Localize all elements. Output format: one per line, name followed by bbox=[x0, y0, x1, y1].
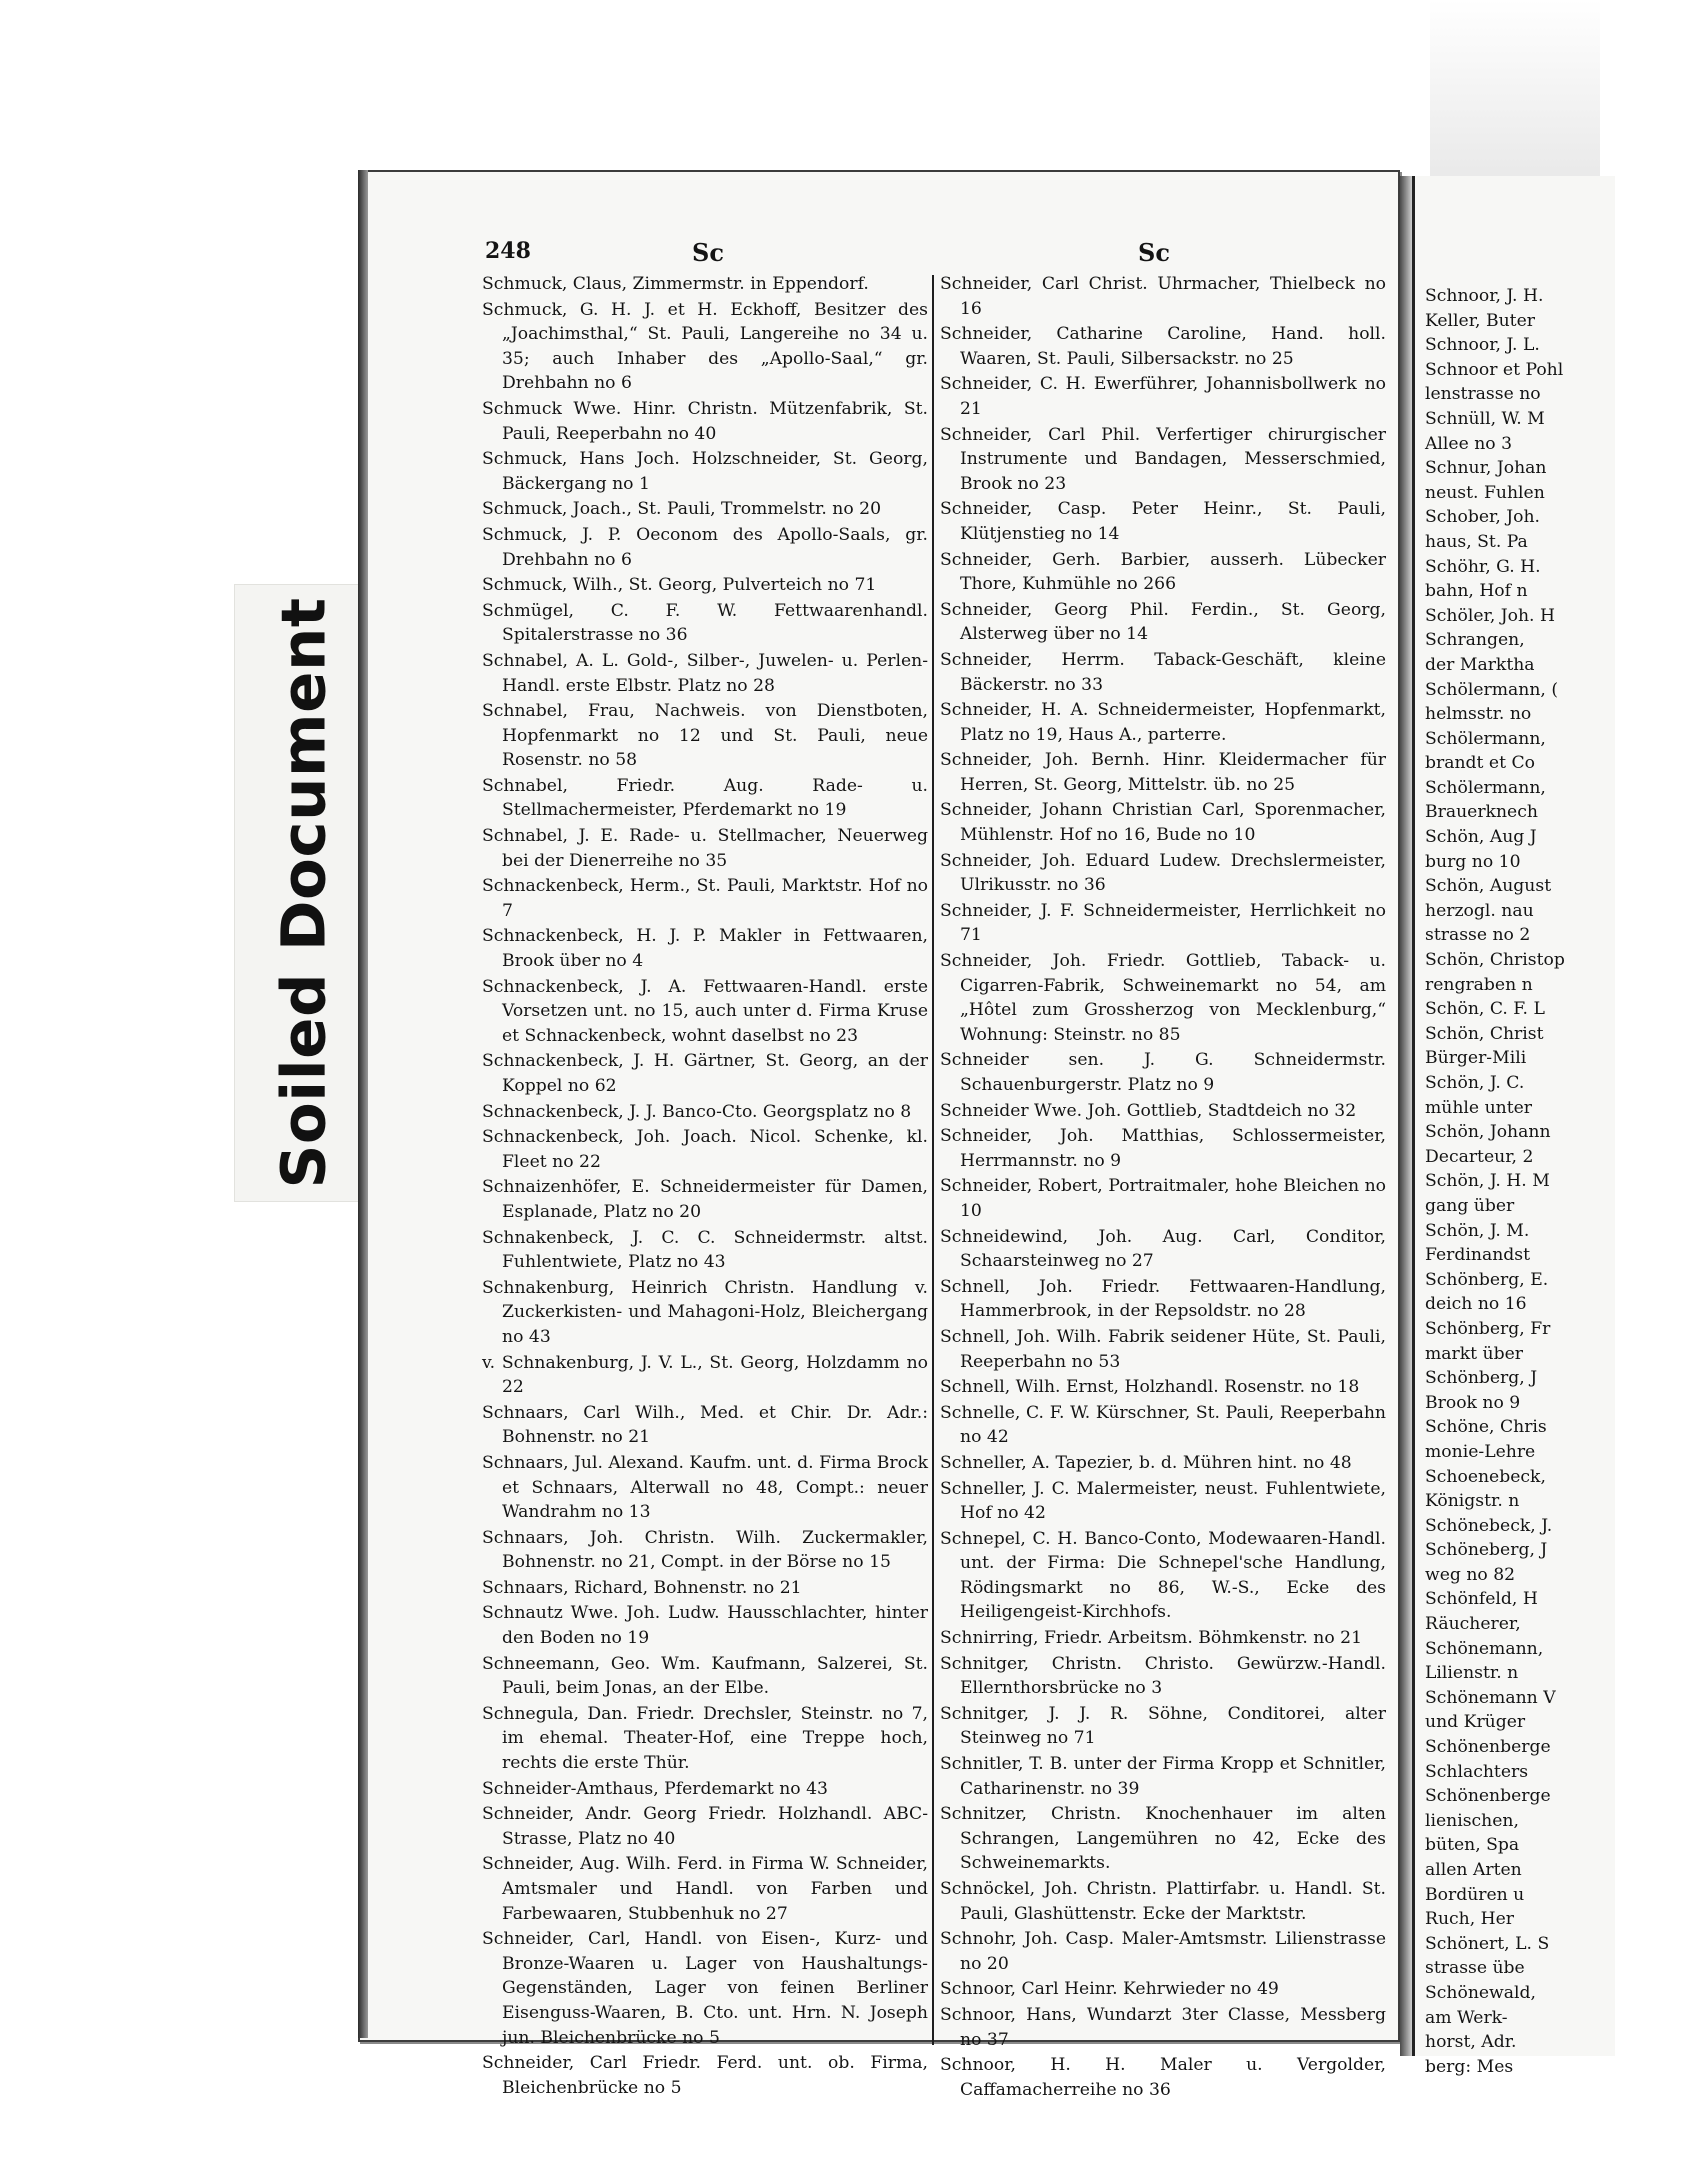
neighbor-entry-fragment: Schoenebeck, bbox=[1425, 1466, 1546, 1487]
directory-entry: Schnoor, Carl Heinr. Kehrwieder no 49 bbox=[940, 1979, 1279, 2000]
neighbor-entry-fragment: Schölermann, ( bbox=[1425, 679, 1559, 700]
neighbor-entry-fragment: gang über bbox=[1425, 1195, 1515, 1216]
directory-entry: Schnöckel, Joh. Christn. Plattirfabr. u. Handl. St. Pauli, Glashüttenstr. Ecke der Marktstr. bbox=[940, 1879, 1386, 1924]
page-number: 248 bbox=[485, 238, 531, 264]
directory-entry: Schnelle, C. F. W. Kürschner, St. Pauli, Reeperbahn no 42 bbox=[940, 1402, 1386, 1448]
directory-entry: Schnoor, H. H. Maler u. Vergolder, Caffamacherreihe no 36 bbox=[940, 2055, 1386, 2100]
directory-entry: Schmuck, Joach., St. Pauli, Trommelstr. no 20 bbox=[482, 499, 882, 520]
directory-entry: Schnaars, Richard, Bohnenstr. no 21 bbox=[482, 1577, 802, 1598]
directory-entry: Schmuck, Wilh., St. Georg, Pulverteich no 71 bbox=[482, 575, 877, 596]
directory-entry: Schnell, Joh. Wilh. Fabrik seidener Hüte, St. Pauli, Reeperbahn no 53 bbox=[940, 1326, 1386, 1372]
neighbor-entry-fragment: Schöhr, G. H. bbox=[1425, 556, 1541, 577]
neighbor-entry-fragment: berg: Mes bbox=[1425, 2056, 1514, 2077]
directory-entry: Schneider, H. A. Schneidermeister, Hopfenmarkt, Platz no 19, Haus A., parterre. bbox=[940, 700, 1386, 745]
neighbor-page bbox=[1412, 176, 1615, 2077]
neighbor-entry-fragment: strasse übe bbox=[1425, 1958, 1525, 1979]
neighbor-entry-fragment: Bürger-Mili bbox=[1425, 1048, 1527, 1069]
directory-entry: Schmügel, C. F. W. Fettwaarenhandl. Spitalerstrasse no 36 bbox=[482, 600, 928, 646]
directory-entry: Schnackenbeck, J. H. Gärtner, St. Georg, an der Koppel no 62 bbox=[482, 1051, 928, 1096]
directory-entry: Schneider, Georg Phil. Ferdin., St. Georg, Alsterweg über no 14 bbox=[940, 599, 1386, 645]
neighbor-entry-fragment: Schnoor, J. H. bbox=[1425, 286, 1544, 306]
neighbor-entry-fragment: Schnur, Johan bbox=[1425, 458, 1547, 479]
tag-label: Soiled Document bbox=[268, 597, 340, 1189]
directory-entry: Schnitzer, Christn. Knochenhauer im alten Schrangen, Langemühren no 42, Ecke des Schweinemarkts. bbox=[940, 1804, 1386, 1874]
neighbor-entry-fragment: Schön, August bbox=[1425, 876, 1552, 897]
directory-entry: Schnabel, Frau, Nachweis. von Dienstboten, Hopfenmarkt no 12 und St. Pauli, neue Rosenstr. no 58 bbox=[482, 701, 928, 771]
directory-entry: Schmuck, Hans Joch. Holzschneider, St. Georg, Bäckergang no 1 bbox=[482, 449, 928, 494]
directory-entry: Schneider Wwe. Joh. Gottlieb, Stadtdeich no 32 bbox=[940, 1100, 1357, 1121]
neighbor-entry-fragment: Schönewald, bbox=[1425, 1982, 1536, 2003]
directory-entry: Schnabel, Friedr. Aug. Rade- u. Stellmachermeister, Pferdemarkt no 19 bbox=[482, 775, 928, 821]
neighbor-entry-fragment: neust. Fuhlen bbox=[1425, 482, 1545, 503]
directory-entry: Schnakenburg, Heinrich Christn. Handlung v. Zuckerkisten- und Mahagoni-Holz, Bleichergang no 43 bbox=[482, 1277, 928, 1347]
soiled-document-tag bbox=[234, 584, 374, 1202]
neighbor-entry-fragment: Schlachters bbox=[1425, 1761, 1529, 1782]
right-column bbox=[940, 272, 1386, 2103]
directory-entry: Schnaars, Jul. Alexand. Kaufm. unt. d. Firma Brock et Schnaars, Alterwall no 48, Compt.: neuer Wandrahm no 13 bbox=[482, 1452, 928, 1523]
directory-entry: Schnepel, C. H. Banco-Conto, Modewaaren-Handl. unt. der Firma: Die Schnepel'sche Handlung, Rödingsmarkt no 86, W.-S., Ecke des Heiligengeist-Kirchhofs. bbox=[940, 1528, 1386, 1623]
neighbor-entry-fragment: strasse no 2 bbox=[1425, 925, 1531, 946]
neighbor-entry-fragment: monie-Lehre bbox=[1425, 1441, 1536, 1462]
directory-entry: Schneider-Amthaus, Pferdemarkt no 43 bbox=[482, 1778, 828, 1799]
neighbor-entry-fragment: allen Arten bbox=[1425, 1860, 1522, 1880]
directory-entry: Schneider, Carl Phil. Verfertiger chirurgischer Instrumente und Bandagen, Messerschmied, Brook no 23 bbox=[940, 424, 1386, 494]
column-divider bbox=[932, 275, 934, 2045]
directory-entry: Schneider, Aug. Wilh. Ferd. in Firma W. Schneider, Amtsmaler und Handl. von Farben und Farbewaaren, Stubbenhuk no 27 bbox=[482, 1854, 928, 1924]
directory-entry: Schnirring, Friedr. Arbeitsm. Böhmkenstr. no 21 bbox=[940, 1628, 1363, 1649]
neighbor-entry-fragment: brandt et Co bbox=[1425, 753, 1535, 774]
neighbor-entry-fragment: Räucherer, bbox=[1425, 1614, 1521, 1635]
neighbor-entry-fragment: horst, Adr. bbox=[1425, 2032, 1517, 2053]
neighbor-entry-fragment: deich no 16 bbox=[1425, 1294, 1527, 1315]
neighbor-entry-fragment: Schnoor et Pohl bbox=[1425, 359, 1564, 380]
page-spine-edge bbox=[358, 170, 368, 2038]
neighbor-entry-fragment: Schrangen, bbox=[1425, 630, 1525, 651]
directory-entry: Schnackenbeck, Joh. Joach. Nicol. Schenke, kl. Fleet no 22 bbox=[482, 1127, 928, 1172]
directory-entry: Schnoor, Hans, Wundarzt 3ter Classe, Messberg no 37 bbox=[940, 2004, 1386, 2050]
directory-entry: Schnaars, Joh. Christn. Wilh. Zuckermakler, Bohnenstr. no 21, Compt. in der Börse no 15 bbox=[482, 1527, 928, 1573]
directory-entry: Schneider, Joh. Friedr. Gottlieb, Taback- u. Cigarren-Fabrik, Schweinemarkt no 54, am „Hôtel zum Grossherzog von Mecklenburg,“ Wohnung: Steinstr. no 85 bbox=[940, 951, 1386, 1045]
neighbor-entry-fragment: weg no 82 bbox=[1425, 1564, 1516, 1585]
directory-entry: Schnakenbeck, J. C. C. Schneidermstr. altst. Fuhlentwiete, Platz no 43 bbox=[482, 1227, 928, 1273]
neighbor-entry-fragment: Lilienstr. n bbox=[1425, 1663, 1519, 1684]
neighbor-column bbox=[1425, 284, 1685, 2079]
neighbor-entry-fragment: Schnüll, W. M bbox=[1425, 408, 1545, 429]
directory-entry: Schnackenbeck, H. J. P. Makler in Fettwaaren, Brook über no 4 bbox=[482, 926, 928, 972]
directory-entry: Schmuck Wwe. Hinr. Christn. Mützenfabrik, St. Pauli, Reeperbahn no 40 bbox=[482, 398, 928, 444]
directory-entry: Schnitler, T. B. unter der Firma Kropp et Schnitler, Catharinenstr. no 39 bbox=[940, 1754, 1386, 1799]
neighbor-entry-fragment: Schönberg, J bbox=[1425, 1368, 1538, 1389]
directory-entry: Schneider, Gerh. Barbier, ausserh. Lübecker Thore, Kuhmühle no 266 bbox=[940, 549, 1386, 595]
directory-entry: Schnautz Wwe. Joh. Ludw. Hausschlachter, hinter den Boden no 19 bbox=[482, 1603, 928, 1649]
directory-entry: Schneider, Joh. Matthias, Schlossermeister, Herrmannstr. no 9 bbox=[940, 1126, 1386, 1171]
scan-shadow bbox=[1430, 0, 1600, 180]
directory-entry: Schnohr, Joh. Casp. Maler-Amtsmstr. Lilienstrasse no 20 bbox=[940, 1929, 1386, 1974]
directory-entry: Schneider, Carl Christ. Uhrmacher, Thielbeck no 16 bbox=[940, 274, 1386, 319]
directory-entry: Schnitger, Christn. Christo. Gewürzw.-Handl. Ellernthorsbrücke no 3 bbox=[940, 1653, 1386, 1699]
directory-entry: Schnaars, Carl Wilh., Med. et Chir. Dr. Adr.: Bohnenstr. no 21 bbox=[482, 1402, 928, 1448]
neighbor-entry-fragment: lienischen, bbox=[1425, 1810, 1519, 1831]
neighbor-entry-fragment: Schönebeck, J. bbox=[1425, 1515, 1553, 1536]
neighbor-entry-fragment: Brook no 9 bbox=[1425, 1392, 1521, 1413]
directory-entry: Schneider, Joh. Bernh. Hinr. Kleidermacher für Herren, St. Georg, Mittelstr. üb. no 25 bbox=[940, 750, 1386, 795]
neighbor-entry-fragment: Schober, Joh. bbox=[1425, 507, 1541, 528]
neighbor-entry-fragment: Schölermann, bbox=[1425, 777, 1546, 798]
neighbor-entry-fragment: Schön, Aug J bbox=[1425, 827, 1537, 848]
directory-entry: Schnackenbeck, Herm., St. Pauli, Marktstr. Hof no 7 bbox=[482, 876, 928, 921]
neighbor-entry-fragment: und Krüger bbox=[1425, 1712, 1526, 1733]
directory-entry: Schnabel, J. E. Rade- u. Stellmacher, Neuerweg bei der Dienerreihe no 35 bbox=[482, 826, 928, 871]
directory-entry: Schneider, Johann Christian Carl, Sporenmacher, Mühlenstr. Hof no 16, Bude no 10 bbox=[940, 800, 1386, 846]
directory-entry: Schnabel, A. L. Gold-, Silber-, Juwelen- u. Perlen-Handl. erste Elbstr. Platz no 28 bbox=[482, 650, 928, 696]
neighbor-entry-fragment: Brauerknech bbox=[1425, 802, 1538, 823]
directory-entry: Schneller, A. Tapezier, b. d. Mühren hint. no 48 bbox=[940, 1452, 1352, 1473]
neighbor-entry-fragment: Schön, Christop bbox=[1425, 950, 1565, 971]
directory-entry: Schnegula, Dan. Friedr. Drechsler, Steinstr. no 7, im ehemal. Theater-Hof, eine Treppe hoch, rechts die erste Thür. bbox=[482, 1703, 928, 1774]
neighbor-entry-fragment: rengraben n bbox=[1425, 974, 1533, 995]
neighbor-entry-fragment: Schön, Johann bbox=[1425, 1122, 1551, 1143]
neighbor-entry-fragment: mühle unter bbox=[1425, 1097, 1533, 1118]
directory-entry: Schneider, Casp. Peter Heinr., St. Pauli, Klütjenstieg no 14 bbox=[940, 499, 1386, 544]
neighbor-entry-fragment: Schönemann, bbox=[1425, 1638, 1544, 1659]
neighbor-entry-fragment: Schönberg, E. bbox=[1425, 1269, 1549, 1290]
neighbor-entry-fragment: Schönfeld, H bbox=[1425, 1589, 1538, 1610]
neighbor-entry-fragment: Keller, Buter bbox=[1425, 310, 1535, 331]
neighbor-entry-fragment: Schöne, Chris bbox=[1425, 1417, 1547, 1438]
neighbor-entry-fragment: Schön, J. C. bbox=[1425, 1073, 1525, 1093]
directory-entry: Schneider, Carl, Handl. von Eisen-, Kurz- und Bronze-Waaren u. Lager von Haushaltungs-Gegenständen, Lager von feinen Berliner Eisenguss-Waaren, B. Cto. unt. Hrn. N. Joseph jun. Bleichenbrücke no 5 bbox=[482, 1929, 928, 2048]
running-head-right: Sc bbox=[1138, 238, 1170, 267]
neighbor-entry-fragment: Schön, C. F. L bbox=[1425, 999, 1545, 1020]
neighbor-entry-fragment: herzogl. nau bbox=[1425, 900, 1534, 921]
directory-entry: Schnackenbeck, J. J. Banco-Cto. Georgsplatz no 8 bbox=[482, 1101, 912, 1122]
neighbor-entry-fragment: burg no 10 bbox=[1425, 851, 1521, 872]
running-head-left: Sc bbox=[692, 238, 724, 267]
directory-entry: Schneider, C. H. Ewerführer, Johannisbollwerk no 21 bbox=[940, 374, 1386, 419]
directory-entry: Schneider, Andr. Georg Friedr. Holzhandl. ABC-Strasse, Platz no 40 bbox=[482, 1804, 928, 1849]
neighbor-entry-fragment: haus, St. Pa bbox=[1425, 531, 1528, 552]
directory-entry: Schmuck, G. H. J. et H. Eckhoff, Besitzer des „Joachimsthal,“ St. Pauli, Langereihe no 34 u. 35; auch Inhaber des „Apollo-Saal,“ gr. Drehbahn no 6 bbox=[482, 299, 928, 394]
neighbor-entry-fragment: Ferdinandst bbox=[1425, 1245, 1530, 1266]
directory-entry: Schneemann, Geo. Wm. Kaufmann, Salzerei, St. Pauli, beim Jonas, an der Elbe. bbox=[482, 1653, 928, 1699]
neighbor-entry-fragment: Schönemann V bbox=[1425, 1687, 1556, 1708]
neighbor-entry-fragment: helmsstr. no bbox=[1425, 704, 1532, 725]
neighbor-entry-fragment: Schnoor, J. L. bbox=[1425, 335, 1540, 356]
neighbor-entry-fragment: Ruch, Her bbox=[1425, 1909, 1515, 1930]
directory-entry: Schneider sen. J. G. Schneidermstr. Schauenburgerstr. Platz no 9 bbox=[940, 1050, 1386, 1095]
directory-entry: Schneider, Herrm. Taback-Geschäft, kleine Bäckerstr. no 33 bbox=[940, 649, 1386, 695]
neighbor-entry-fragment: Schön, J. M. bbox=[1425, 1220, 1530, 1241]
directory-entry: Schneller, J. C. Malermeister, neust. Fuhlentwiete, Hof no 42 bbox=[940, 1478, 1386, 1524]
directory-entry: Schnackenbeck, J. A. Fettwaaren-Handl. erste Vorsetzen unt. no 15, auch unter d. Firma Kruse et Schnackenbeck, wohnt daselbst no 23 bbox=[482, 976, 928, 1046]
neighbor-entry-fragment: Allee no 3 bbox=[1425, 433, 1513, 454]
neighbor-entry-fragment: Schöler, Joh. H bbox=[1425, 605, 1555, 626]
neighbor-entry-fragment: Königstr. n bbox=[1425, 1491, 1520, 1512]
neighbor-entry-fragment: Schönert, L. S bbox=[1425, 1933, 1550, 1954]
directory-entry: Schmuck, J. P. Oeconom des Apollo-Saals, gr. Drehbahn no 6 bbox=[482, 524, 928, 570]
neighbor-entry-fragment: lenstrasse no bbox=[1425, 384, 1541, 405]
neighbor-entry-fragment: Schön, J. H. M bbox=[1425, 1171, 1550, 1192]
neighbor-entry-fragment: Decarteur, 2 bbox=[1425, 1146, 1534, 1167]
left-column bbox=[482, 272, 928, 2101]
neighbor-entry-fragment: Schönenberge bbox=[1425, 1786, 1551, 1807]
directory-entry: Schnaizenhöfer, E. Schneidermeister für Damen, Esplanade, Platz no 20 bbox=[482, 1177, 928, 1222]
neighbor-entry-fragment: büten, Spa bbox=[1425, 1835, 1520, 1856]
directory-entry: Schmuck, Claus, Zimmermstr. in Eppendorf. bbox=[482, 274, 869, 294]
directory-entry: Schneider, Catharine Caroline, Hand. holl. Waaren, St. Pauli, Silbersackstr. no 25 bbox=[940, 324, 1386, 369]
neighbor-entry-fragment: Schönenberge bbox=[1425, 1737, 1551, 1758]
directory-entry: Schnitger, J. J. R. Söhne, Conditorei, alter Steinweg no 71 bbox=[940, 1703, 1386, 1749]
neighbor-entry-fragment: bahn, Hof n bbox=[1425, 581, 1528, 602]
directory-entry: Schneider, J. F. Schneidermeister, Herrlichkeit no 71 bbox=[940, 900, 1386, 946]
directory-entry: Schnell, Wilh. Ernst, Holzhandl. Rosenstr. no 18 bbox=[940, 1377, 1360, 1398]
directory-entry: Schneider, Carl Friedr. Ferd. unt. ob. Firma, Bleichenbrücke no 5 bbox=[482, 2053, 928, 2098]
directory-entry: Schnell, Joh. Friedr. Fettwaaren-Handlung, Hammerbrook, in der Repsoldstr. no 28 bbox=[940, 1276, 1386, 1322]
directory-entry: Schneider, Joh. Eduard Ludew. Drechslermeister, Ulrikusstr. no 36 bbox=[940, 850, 1386, 896]
neighbor-entry-fragment: Schönberg, Fr bbox=[1425, 1318, 1551, 1339]
directory-entry: Schneider, Robert, Portraitmaler, hohe Bleichen no 10 bbox=[940, 1176, 1386, 1221]
neighbor-entry-fragment: Schölermann, bbox=[1425, 728, 1546, 749]
directory-entry: v. Schnakenburg, J. V. L., St. Georg, Holzdamm no 22 bbox=[482, 1352, 928, 1398]
neighbor-entry-fragment: Schöneberg, J bbox=[1425, 1540, 1548, 1561]
directory-entry: Schneidewind, Joh. Aug. Carl, Conditor, Schaarsteinweg no 27 bbox=[940, 1226, 1386, 1272]
neighbor-entry-fragment: am Werk- bbox=[1425, 2007, 1508, 2028]
neighbor-entry-fragment: Bordüren u bbox=[1425, 1884, 1525, 1905]
neighbor-entry-fragment: Schön, Christ bbox=[1425, 1023, 1544, 1044]
neighbor-entry-fragment: der Marktha bbox=[1425, 654, 1535, 675]
neighbor-entry-fragment: markt über bbox=[1425, 1343, 1524, 1364]
